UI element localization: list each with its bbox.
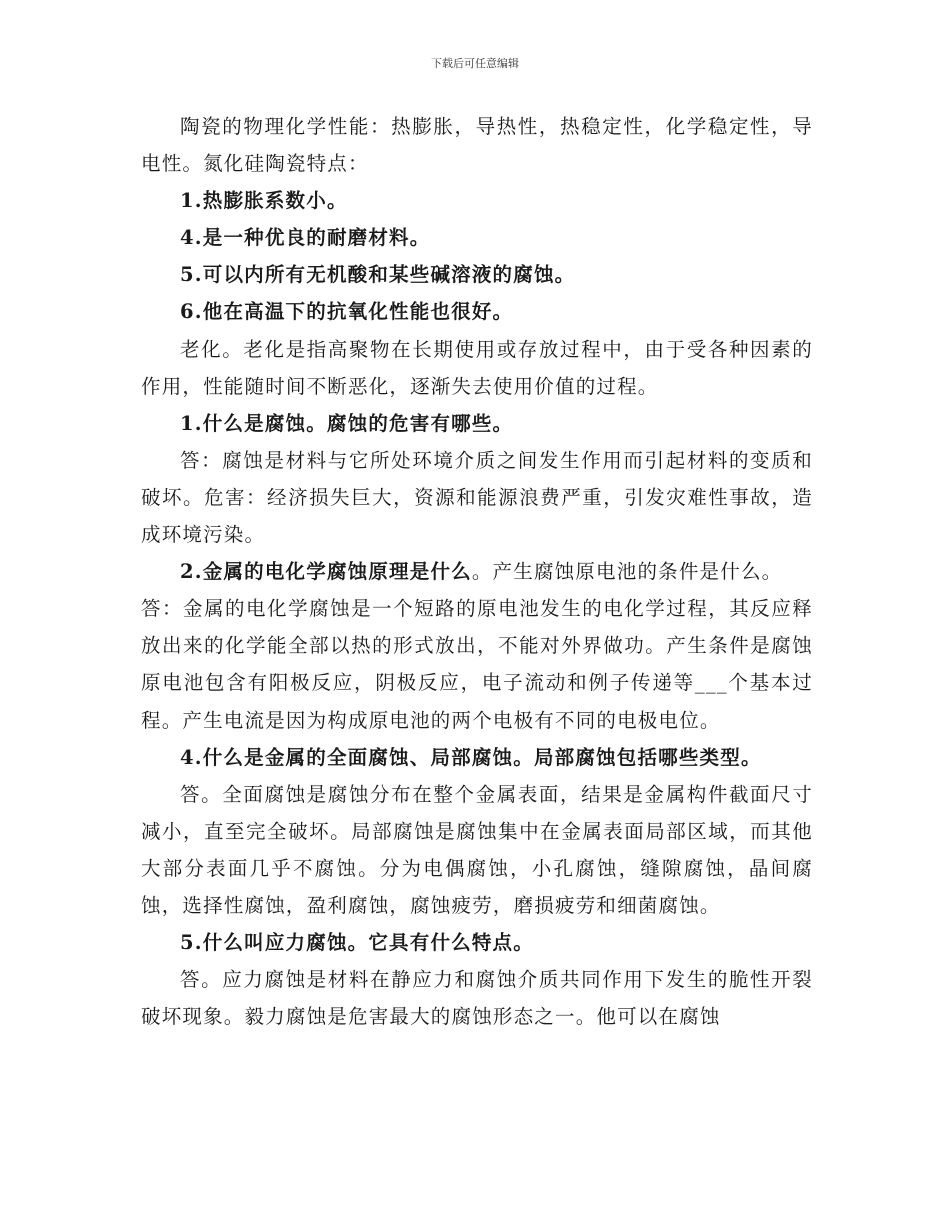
answer-electrochemical-corrosion: 答：金属的电化学腐蚀是一个短路的原电池发生的电化学过程，其反应释放出来的化学能全部以热的形式放出，不能对外界做功。产生条件是腐蚀原电池包含有阳极反应，阴极反应，电子流动和例子传递等___个基本过程。产生电流是因为构成原电池的两个电极有不同的电极电位。 <box>141 597 813 732</box>
question-electrochemical-corrosion <box>141 553 813 590</box>
question-stress-corrosion: 5.什么叫应力腐蚀。它具有什么特点。 <box>180 931 534 955</box>
question-electrochemical-rest: 。产生腐蚀原电池的条件是什么。 <box>471 560 783 584</box>
question-electrochemical-bold: 2.金属的电化学腐蚀原理是什么 <box>180 560 472 584</box>
question-corrosion: 1.什么是腐蚀。腐蚀的危害有哪些。 <box>180 411 514 435</box>
answer-corrosion: 答：腐蚀是材料与它所处环境介质之间发生作用而引起材料的变质和破坏。危害：经济损失巨大，资源和能源浪费严重，引发灾难性事故，造成环境污染。 <box>141 448 813 547</box>
question-general-local-corrosion: 4.什么是金属的全面腐蚀、局部腐蚀。局部腐蚀包括哪些类型。 <box>180 745 762 769</box>
answer-stress-corrosion: 答。应力腐蚀是材料在静应力和腐蚀介质共同作用下发生的脆性开裂破坏现象。毅力腐蚀是危害最大的腐蚀形态之一。他可以在腐蚀 <box>141 968 813 1029</box>
page-header: 下载后可任意编辑 <box>431 57 519 70</box>
list-item-wear-resistant: 4.是一种优良的耐磨材料。 <box>180 226 431 250</box>
paragraph-aging: 老化。老化是指高聚物在长期使用或存放过程中，由于受各种因素的作用，性能随时间不断恶化，逐渐失去使用价值的过程。 <box>141 337 813 398</box>
list-item-thermal-expansion: 1.热膨胀系数小。 <box>180 189 348 213</box>
document-body <box>141 108 813 1035</box>
answer-general-local-corrosion: 答。全面腐蚀是腐蚀分布在整个金属表面，结果是金属构件截面尺寸减小，直至完全破坏。局部腐蚀是腐蚀集中在金属表面局部区域，而其他大部分表面几乎不腐蚀。分为电偶腐蚀，小孔腐蚀，缝隙腐蚀，晶间腐蚀，选择性腐蚀，盈利腐蚀，腐蚀疲劳，磨损疲劳和细菌腐蚀。 <box>141 782 813 917</box>
paragraph-ceramic-properties: 陶瓷的物理化学性能：热膨胀，导热性，热稳定性，化学稳定性，导电性。氮化硅陶瓷特点： <box>141 115 813 176</box>
list-item-acid-resistance: 5.可以内所有无机酸和某些碱溶液的腐蚀。 <box>180 263 576 287</box>
list-item-oxidation-resistance: 6.他在高温下的抗氧化性能也很好。 <box>180 300 514 324</box>
